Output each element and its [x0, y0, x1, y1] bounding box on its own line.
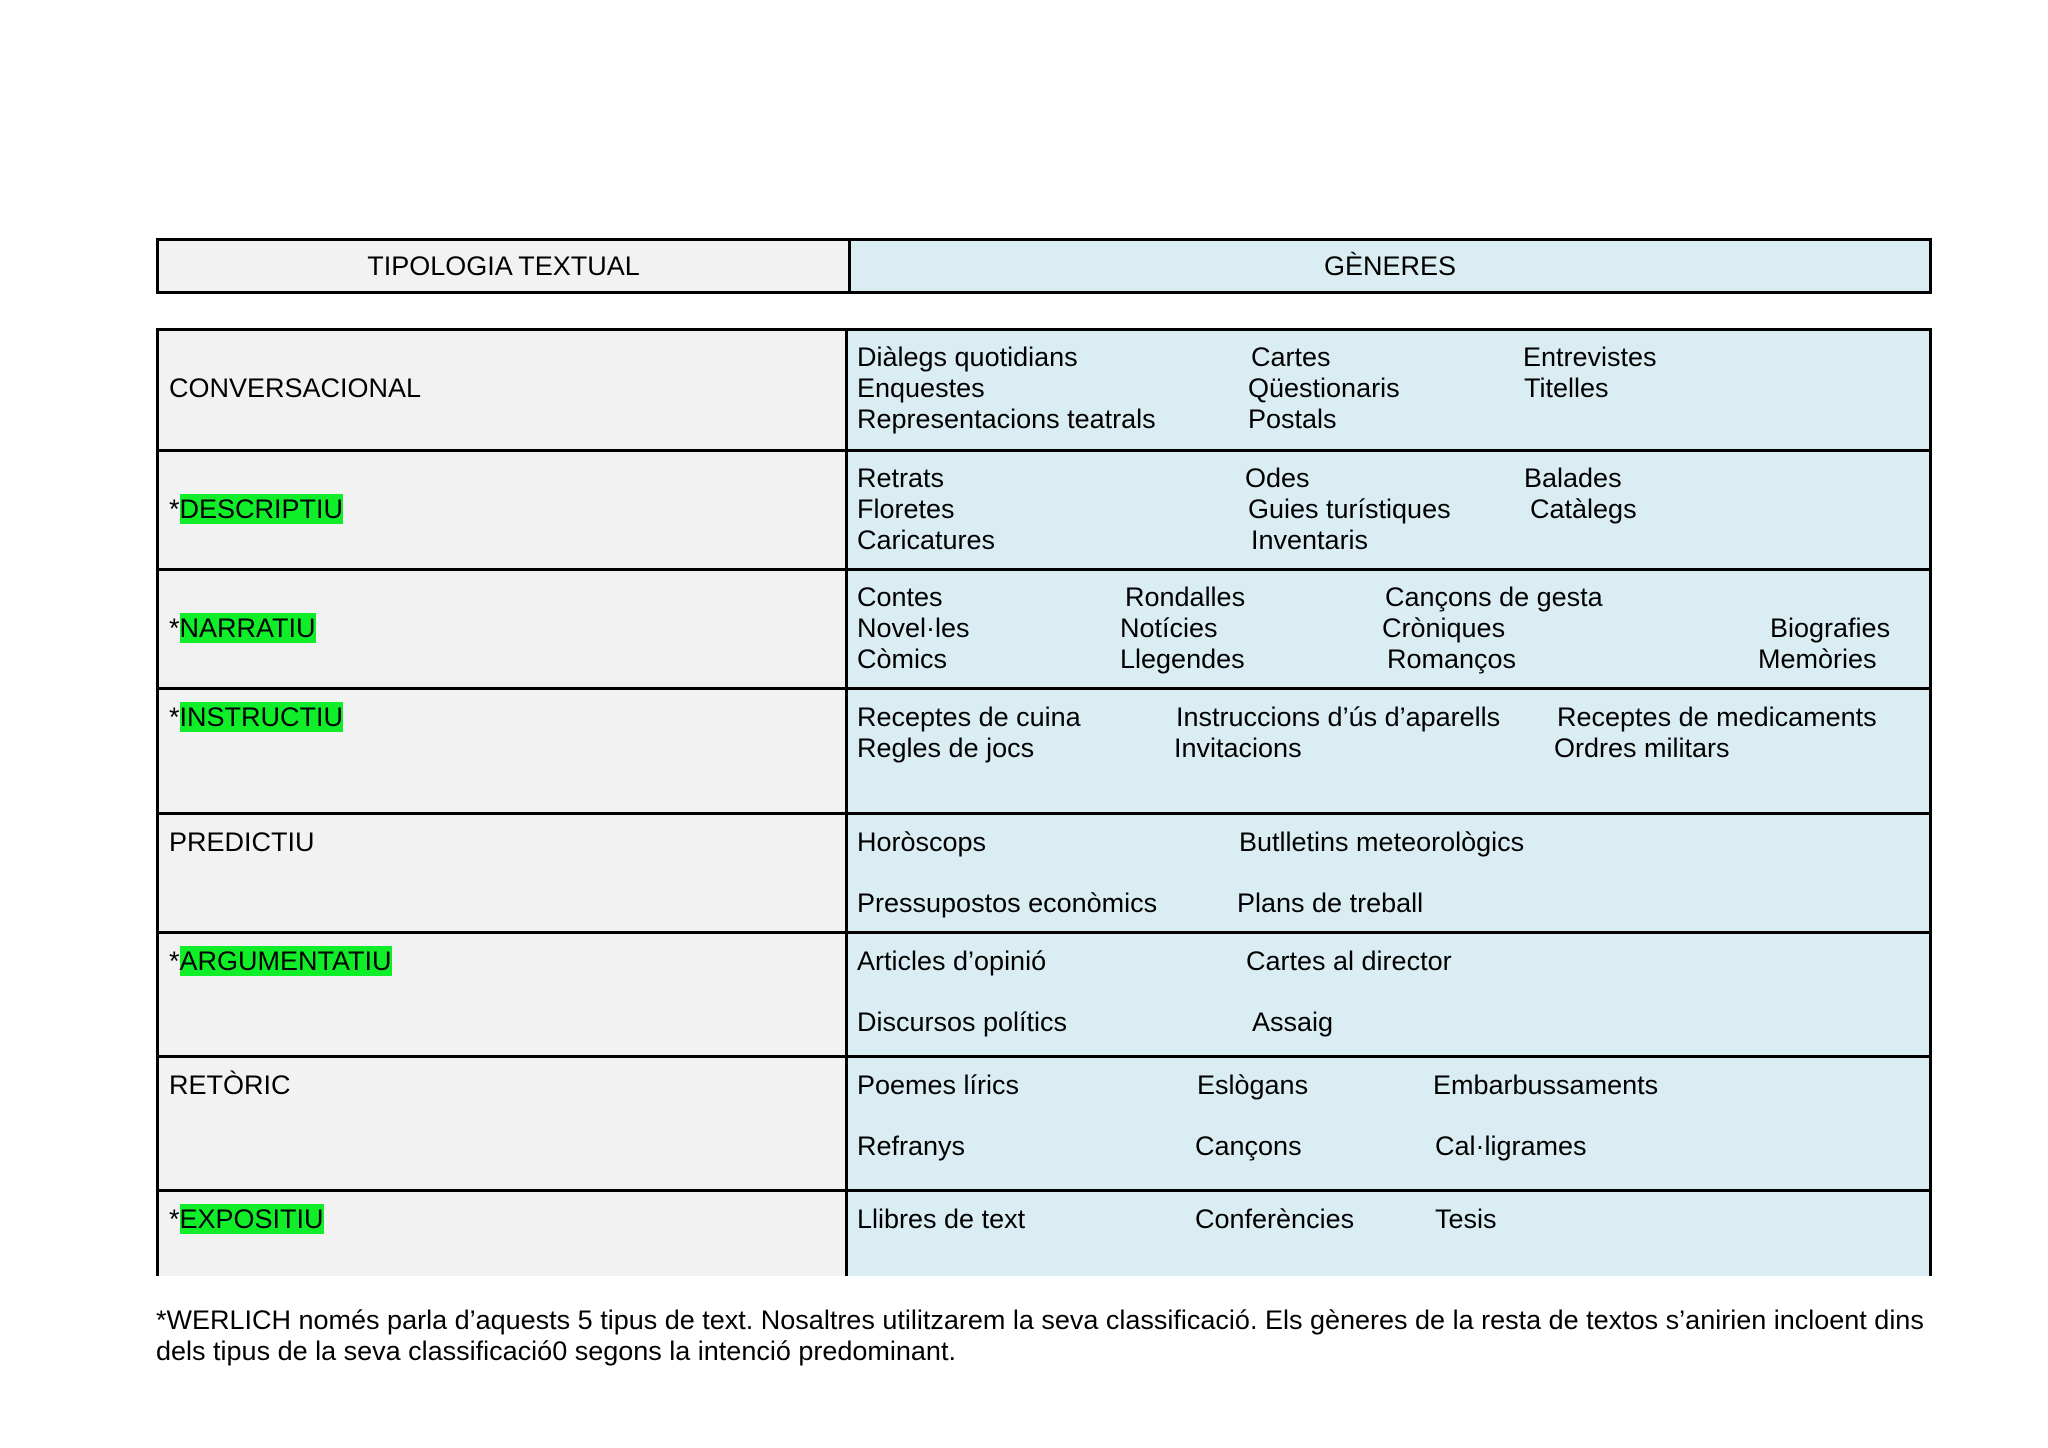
genre-item: Receptes de cuina [857, 702, 1081, 732]
genre-item: Còmics [857, 644, 948, 674]
table-row [159, 1055, 1929, 1192]
genre-item: Llibres de text [857, 1204, 1026, 1234]
genre-item: Cartes al director [1246, 946, 1452, 976]
genre-item: Floretes [857, 494, 955, 524]
genres-cell [848, 934, 1929, 1058]
genre-item: Contes [857, 582, 943, 612]
typology-label [169, 1204, 324, 1235]
typology-cell [159, 1192, 848, 1276]
genre-item: Embarbussaments [1433, 1070, 1659, 1100]
typology-label [169, 702, 343, 733]
genre-item: Instruccions d’ús d’aparells [1176, 702, 1501, 732]
genre-item: Representacions teatrals [857, 404, 1156, 434]
genre-item: Assaig [1252, 1007, 1334, 1037]
asterisk-marker: * [169, 946, 180, 976]
genre-item: Cançons [1195, 1131, 1302, 1161]
header-genres: GÈNERES [851, 241, 1929, 291]
genre-item: Qüestionaris [1248, 373, 1400, 403]
highlighted-typology: EXPOSITIU [179, 1204, 324, 1234]
genre-item: Pressupostos econòmics [857, 888, 1158, 918]
genres-cell [848, 1192, 1929, 1276]
genre-item: Cançons de gesta [1385, 582, 1603, 612]
table-header [156, 238, 1932, 294]
asterisk-marker: * [169, 613, 180, 643]
genre-item: Conferències [1195, 1204, 1355, 1234]
table-row [159, 331, 1929, 449]
genre-item: Refranys [857, 1131, 966, 1161]
genre-item: Invitacions [1174, 733, 1302, 763]
highlighted-typology: DESCRIPTIU [179, 494, 344, 524]
genre-item: Tesis [1435, 1204, 1497, 1234]
genre-item: Memòries [1758, 644, 1877, 674]
table-row [159, 812, 1929, 934]
genre-item: Guies turístiques [1248, 494, 1451, 524]
typology-cell [159, 1058, 848, 1192]
typology-label [169, 613, 316, 644]
genres-cell [848, 815, 1929, 934]
genre-item: Plans de treball [1237, 888, 1424, 918]
typology-cell [159, 690, 848, 815]
genres-cell [848, 690, 1929, 815]
typology-label: CONVERSACIONAL [169, 373, 422, 403]
typology-cell [159, 452, 848, 571]
typology-cell [159, 815, 848, 934]
genre-item: Caricatures [857, 525, 996, 555]
typology-label [169, 494, 343, 525]
table-row [159, 1189, 1929, 1276]
genre-item: Romanços [1387, 644, 1517, 674]
typology-cell [159, 331, 848, 449]
highlighted-typology: ARGUMENTATIU [179, 946, 392, 976]
genre-item: Receptes de medicaments [1557, 702, 1877, 732]
genre-item: Cròniques [1382, 613, 1506, 643]
asterisk-marker: * [169, 702, 180, 732]
genre-item: Ordres militars [1554, 733, 1730, 763]
genre-item: Postals [1248, 404, 1337, 434]
typology-cell [159, 571, 848, 690]
table-row [159, 449, 1929, 571]
highlighted-typology: NARRATIU [179, 613, 316, 643]
genre-item: Regles de jocs [857, 733, 1035, 763]
typology-label: PREDICTIU [169, 827, 315, 857]
genre-item: Llegendes [1120, 644, 1245, 674]
genre-item: Retrats [857, 463, 945, 493]
genre-item: Catàlegs [1530, 494, 1637, 524]
footnote: *WERLICH només parla d’aquests 5 tipus de text. Nosaltres utilitzarem la seva classificació. Els gèneres de la resta de textos s’anirien incloent dins dels tipus de la seva classificació0 segons la intenció predominant. [156, 1305, 1924, 1366]
asterisk-marker: * [169, 1204, 180, 1234]
table-row [159, 687, 1929, 815]
genre-item: Diàlegs quotidians [857, 342, 1078, 372]
genre-item: Eslògans [1197, 1070, 1309, 1100]
genre-item: Biografies [1770, 613, 1891, 643]
asterisk-marker: * [169, 494, 180, 524]
typology-label [169, 946, 392, 977]
genre-item: Articles d’opinió [857, 946, 1047, 976]
highlighted-typology: INSTRUCTIU [179, 702, 344, 732]
genre-item: Titelles [1524, 373, 1609, 403]
genre-item: Inventaris [1251, 525, 1369, 555]
typology-label: RETÒRIC [169, 1070, 291, 1100]
genre-item: Horòscops [857, 827, 987, 857]
table-row [159, 568, 1929, 690]
genre-item: Novel·les [857, 613, 970, 643]
table-row [159, 931, 1929, 1058]
genre-item: Entrevistes [1523, 342, 1657, 372]
genres-cell [848, 452, 1929, 571]
genre-item: Rondalles [1125, 582, 1246, 612]
typology-table [156, 328, 1932, 1276]
genre-item: Enquestes [857, 373, 985, 403]
genre-item: Discursos polítics [857, 1007, 1068, 1037]
genre-item: Butlletins meteorològics [1239, 827, 1525, 857]
genres-cell [848, 331, 1929, 449]
header-typology: TIPOLOGIA TEXTUAL [159, 241, 851, 291]
genre-item: Cal·ligrames [1435, 1131, 1587, 1161]
genre-item: Poemes lírics [857, 1070, 1020, 1100]
genre-item: Odes [1245, 463, 1310, 493]
genres-cell [848, 1058, 1929, 1192]
genre-item: Notícies [1120, 613, 1218, 643]
genres-cell [848, 571, 1929, 690]
genre-item: Balades [1524, 463, 1622, 493]
genre-item: Cartes [1251, 342, 1331, 372]
typology-cell [159, 934, 848, 1058]
